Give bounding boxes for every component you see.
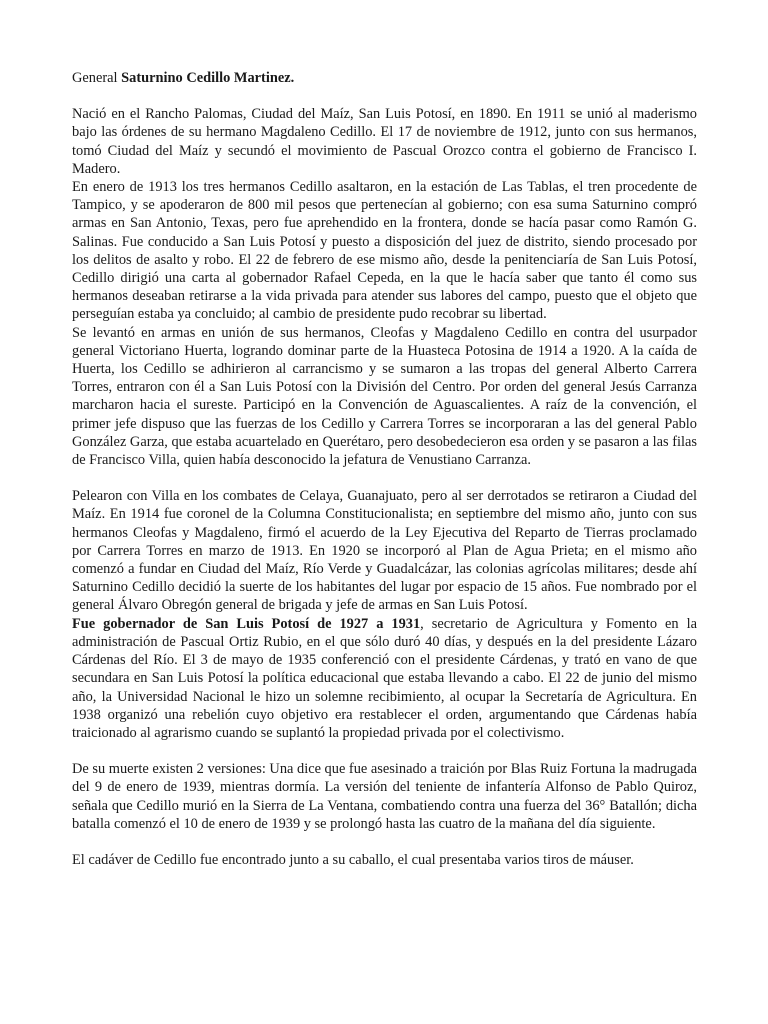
paragraph-villa: Pelearon con Villa en los combates de Celaya, Guanajuato, pero al ser derrotados se retiraron a Ciudad del Maíz. En 1914 fue coronel de la Columna Constitucionalista; en septiembre del mismo año, junto con sus hermanos Cleofas y Magdaleno, firmó el acuerdo de la Ley Ejecutiva del Reparto de Tierras proclamado por Carrera Torres en marzo de 1913. En 1920 se incorporó al Plan de Agua Prieta; en el mismo año comenzó a fundar en Ciudad del Maíz, Río Verde y Guadalcázar, las colonias agrícolas militares; desde ahí Saturnino Cedillo decidió la suerte de los habitantes del lugar por espacio de 15 años. Fue nombrado por el general Álvaro Obregón general de brigada y jefe de armas en San Luis Potosí. [72, 488, 697, 614]
title-prefix: General [72, 70, 122, 86]
governor-text: , secretario de Agricultura y Fomento en la administración de Pascual Ortiz Rubio, en el que sólo duró 40 días, y después en la del presidente Lázaro Cárdenas del Río. El 3 de mayo de 1935 conferenció con el presidente Cárdenas, y trató en vano de que secundara en San Luis Potosí la política educacional que estaba llevando a cabo. El 22 de junio del mismo año, la Universidad Nacional le hizo un solemne recibimiento, al ocupar la Secretaría de Agricultura. En 1938 organizó una rebelión cuyo objetivo era restablecer el orden, argumentando que Cárdenas había traicionado al agrarismo cuando se suplantó la propiedad privada por el colectivismo. [72, 615, 697, 741]
paragraph-train-assault: En enero de 1913 los tres hermanos Cedillo asaltaron, en la estación de Las Tablas, el tren procedente de Tampico, y se apoderaron de 800 mil pesos que pertenecían al gobierno; con esa suma Saturnino compró armas en San Antonio, Texas, pero fue aprehendido en la frontera, donde se hacía pasar como Ramón G. Salinas. Fue conducido a San Luis Potosí y puesto a disposición del juez de distrito, siendo procesado por los delitos de asalto y robo. El 22 de febrero de ese mismo año, desde la penitenciaría de San Luis Potosí, Cedillo dirigió una carta al gobernador Rafael Cepeda, en la que le hacía saber que tanto él como sus hermanos deseaban retirarse a la vida privada para atender sus labores del campo, puesto que el objeto que perseguían estaba ya concluido; al cambio de presidente pudo recobrar su libertad. [72, 179, 697, 323]
document-title [72, 69, 697, 87]
title-name: Saturnino Cedillo Martinez. [121, 70, 295, 86]
paragraph-death: De su muerte existen 2 versiones: Una dice que fue asesinado a traición por Blas Ruiz Fortuna la madrugada del 9 de enero de 1939, mientras dormía. La versión del teniente de infantería Alfonso de Pablo Quiroz, señala que Cedillo murió en la Sierra de La Ventana, combatiendo contra una fuerza del 36° Batallón; dicha batalla comenzó el 10 de enero de 1939 y se prolongó hasta las cuatro de la mañana del día siguiente. [72, 761, 698, 832]
paragraph-uprising: Se levantó en armas en unión de sus hermanos, Cleofas y Magdaleno Cedillo en contra del usurpador general Victoriano Huerta, logrando dominar parte de la Huasteca Potosina de 1914 a 1920. A la caída de Huerta, los Cedillo se adhirieron al carrancismo y se sumaron a las tropas del general Alberto Carrera Torres, entraron con él a San Luis Potosí con la División del Centro. Por orden del general Jesús Carranza marcharon hacia el sureste. Participó en la Convención de Aguascalientes. A raíz de la convención, el primer jefe dispuso que las fuerzas de los Cedillo y Carrera Torres se incorporaran a las del general Pablo González Garza, que estaba acuartelado en Querétaro, pero desobedecieron esa orden y se pasaron a las filas de Francisco Villa, quien había desconocido la jefatura de Venustiano Carranza. [72, 324, 697, 469]
paragraph-corpse: El cadáver de Cedillo fue encontrado junto a su caballo, el cual presentaba varios tiros de máuser. [72, 851, 634, 868]
paragraph-birth: Nació en el Rancho Palomas, Ciudad del Maíz, San Luis Potosí, en 1890. En 1911 se unió al maderismo bajo las órdenes de su hermano Magdaleno Cedillo. El 17 de noviembre de 1912, junto con sus hermanos, tomó Ciudad del Maíz y secundó el movimiento de Pascual Orozco contra el gobierno de Francisco I. Madero. [72, 106, 697, 177]
document-page [72, 69, 697, 869]
governor-bold-text: Fue gobernador de San Luis Potosí de 1927 a 1931 [72, 615, 421, 632]
paragraph-governor [72, 615, 697, 742]
